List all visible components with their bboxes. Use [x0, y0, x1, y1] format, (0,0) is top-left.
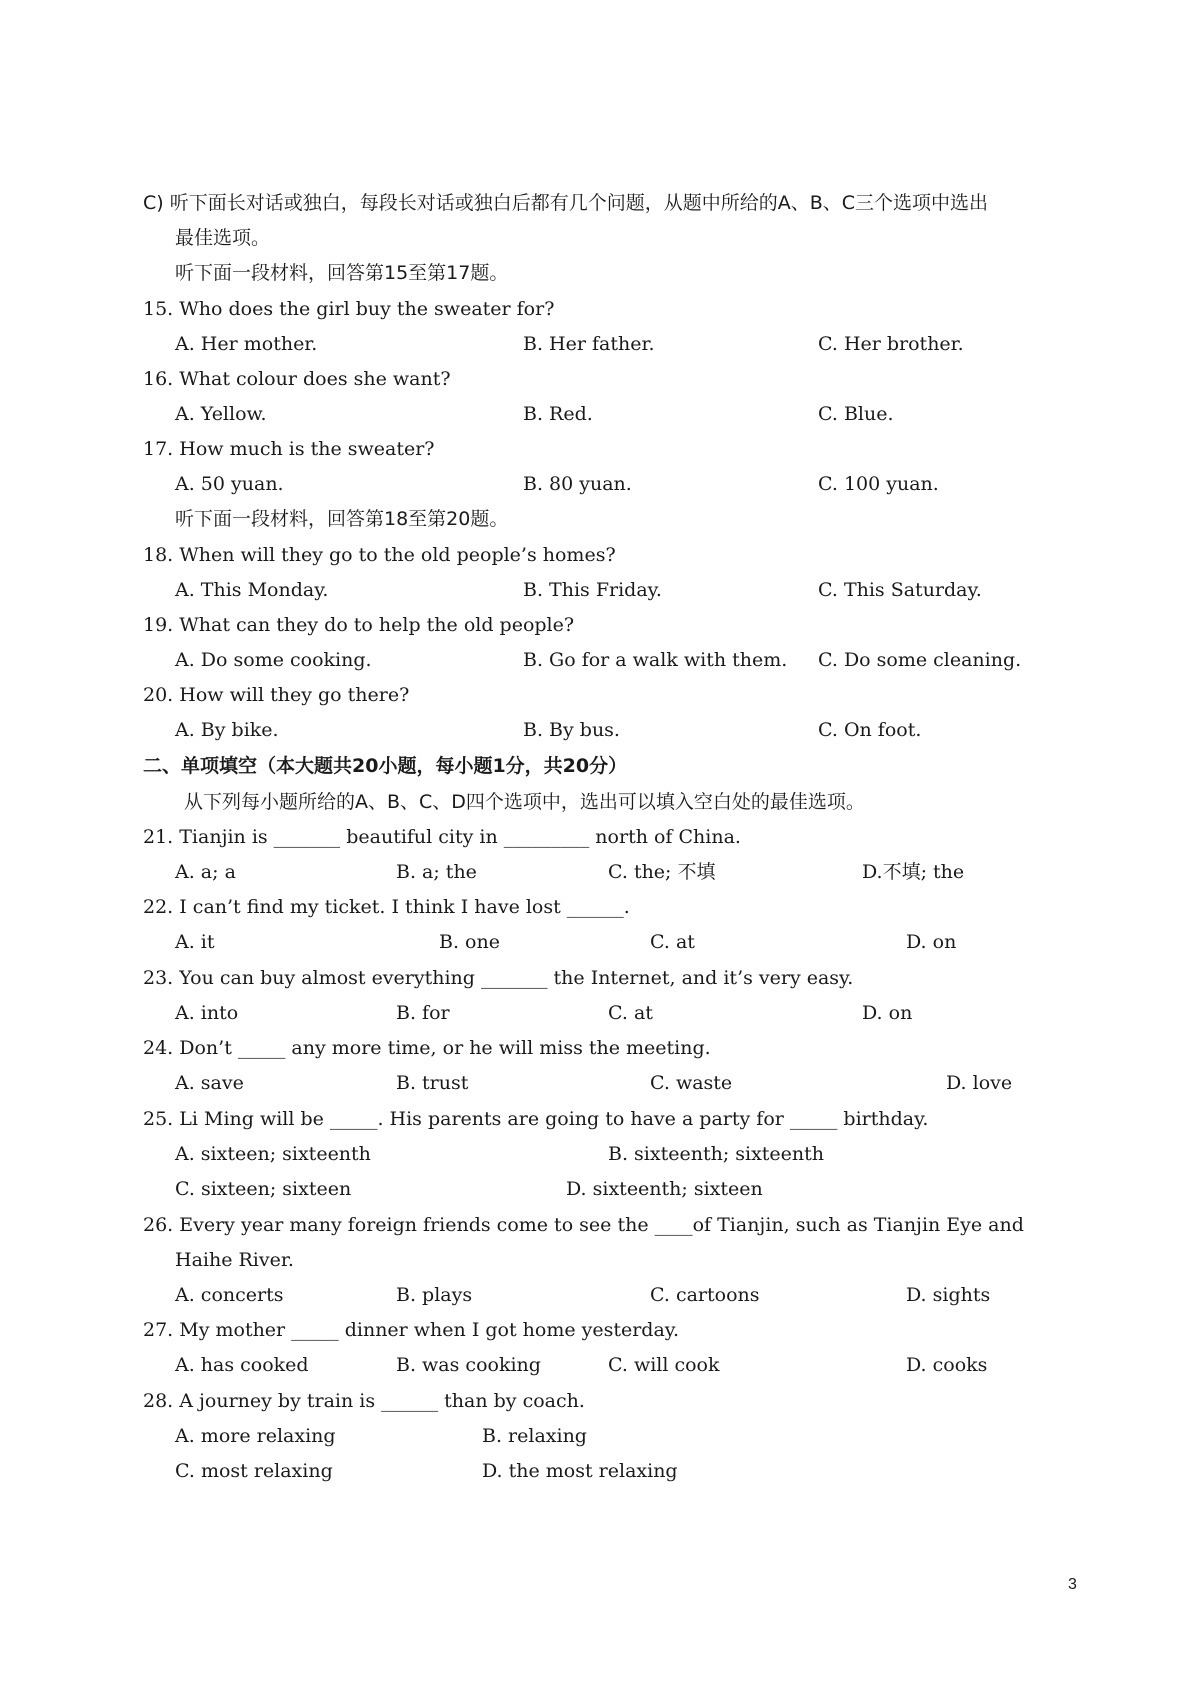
option-a: A. sixteen; sixteenth [175, 1143, 371, 1165]
option-c: C. Her brother. [818, 333, 964, 355]
option-c: C. most relaxing [175, 1460, 333, 1482]
part-c-instruction-line2: 最佳选项。 [175, 227, 271, 249]
option-a: A. it [175, 931, 215, 953]
question-stem: 27. My mother _____ dinner when I got home yesterday. [143, 1319, 680, 1341]
question-stem: 19. What can they do to help the old people? [143, 614, 575, 636]
option-b: B. was cooking [396, 1354, 541, 1376]
option-a: A. has cooked [175, 1354, 309, 1376]
option-a: A. more relaxing [175, 1425, 336, 1447]
option-b: B. Go for a walk with them. [523, 649, 788, 671]
option-b: B. Her father. [523, 333, 655, 355]
question-stem: 15. Who does the girl buy the sweater for? [143, 298, 555, 320]
question-stem: 22. I can’t find my ticket. I think I have lost ______. [143, 896, 630, 918]
page-number: 3 [1068, 1576, 1077, 1593]
option-b: B. trust [396, 1072, 469, 1094]
section-title: 二、单项填空（本大题共20小题，每小题1分，共20分） [143, 755, 628, 777]
option-b: B. sixteenth; sixteenth [608, 1143, 825, 1165]
section-instruction: 从下列每小题所给的A、B、C、D四个选项中，选出可以填入空白处的最佳选项。 [184, 791, 865, 813]
question-stem: 16. What colour does she want? [143, 368, 451, 390]
option-d: D. sixteenth; sixteen [566, 1178, 763, 1200]
option-b: B. plays [396, 1284, 473, 1306]
option-d: D. sights [906, 1284, 991, 1306]
option-a: A. concerts [175, 1284, 284, 1306]
option-b: B. a; the [396, 861, 477, 883]
option-c: C. sixteen; sixteen [175, 1178, 352, 1200]
question-stem: 23. You can buy almost everything _______ the Internet, and it’s very easy. [143, 967, 854, 989]
option-c: C. On foot. [818, 719, 922, 741]
option-d: D.不填; the [862, 861, 965, 883]
option-c: C. This Saturday. [818, 579, 982, 601]
option-c: C. will cook [608, 1354, 720, 1376]
question-stem: 20. How will they go there? [143, 684, 410, 706]
question-stem: 24. Don’t _____ any more time, or he will miss the meeting. [143, 1037, 711, 1059]
option-c: C. cartoons [650, 1284, 760, 1306]
option-b: B. relaxing [482, 1425, 587, 1447]
option-c: C. waste [650, 1072, 733, 1094]
option-d: D. on [906, 931, 957, 953]
question-stem-continued: Haihe River. [175, 1249, 294, 1271]
question-stem: 26. Every year many foreign friends come to see the ____of Tianjin, such as Tianjin Eye and [143, 1214, 1024, 1236]
option-c: C. Blue. [818, 403, 894, 425]
option-b: B. one [439, 931, 500, 953]
option-b: B. Red. [523, 403, 593, 425]
option-d: D. the most relaxing [482, 1460, 678, 1482]
option-a: A. Do some cooking. [175, 649, 372, 671]
option-a: A. This Monday. [175, 579, 329, 601]
option-b: B. for [396, 1002, 450, 1024]
option-c: C. 100 yuan. [818, 473, 939, 495]
question-stem: 21. Tianjin is _______ beautiful city in _________ north of China. [143, 826, 741, 848]
option-a: A. save [175, 1072, 244, 1094]
option-d: D. love [946, 1072, 1013, 1094]
option-a: A. Yellow. [175, 403, 267, 425]
option-c: C. at [608, 1002, 653, 1024]
question-stem: 28. A journey by train is ______ than by coach. [143, 1390, 585, 1412]
option-a: A. a; a [175, 861, 236, 883]
option-b: B. 80 yuan. [523, 473, 632, 495]
option-a: A. By bike. [175, 719, 279, 741]
option-b: B. By bus. [523, 719, 620, 741]
part-c-instruction-line1: C) 听下面长对话或独白，每段长对话或独白后都有几个问题，从题中所给的A、B、C三个选项中选出 [143, 192, 989, 214]
group2-intro: 听下面一段材料，回答第18至第20题。 [175, 508, 509, 530]
option-b: B. This Friday. [523, 579, 662, 601]
question-stem: 25. Li Ming will be _____. His parents are going to have a party for _____ birthday. [143, 1108, 929, 1130]
option-a: A. into [175, 1002, 239, 1024]
option-a: A. Her mother. [175, 333, 318, 355]
question-stem: 18. When will they go to the old people’s homes? [143, 544, 616, 566]
group1-intro: 听下面一段材料，回答第15至第17题。 [175, 262, 509, 284]
option-d: D. on [862, 1002, 913, 1024]
option-c: C. Do some cleaning. [818, 649, 1022, 671]
question-stem: 17. How much is the sweater? [143, 438, 435, 460]
option-d: D. cooks [906, 1354, 988, 1376]
option-c: C. at [650, 931, 695, 953]
option-c: C. the; 不填 [608, 861, 716, 883]
option-a: A. 50 yuan. [175, 473, 284, 495]
